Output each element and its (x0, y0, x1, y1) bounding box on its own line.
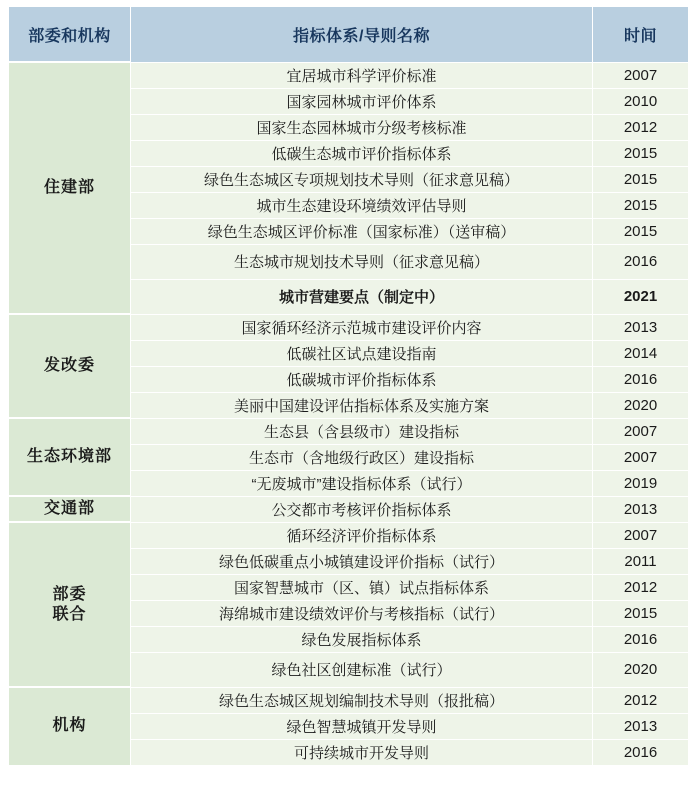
department-cell: 生态环境部 (9, 418, 131, 496)
year-cell: 2007 (593, 418, 689, 444)
indicator-name-cell: 低碳城市评价指标体系 (131, 366, 593, 392)
department-cell: 交通部 (9, 496, 131, 522)
indicator-name-cell: 绿色生态城区规划编制技术导则（报批稿） (131, 687, 593, 713)
indicator-name-cell: 绿色社区创建标准（试行） (131, 652, 593, 687)
indicator-name-cell: 城市营建要点（制定中） (131, 279, 593, 314)
year-cell: 2020 (593, 652, 689, 687)
indicator-name-cell: 低碳生态城市评价指标体系 (131, 140, 593, 166)
year-cell: 2013 (593, 314, 689, 340)
table-body (9, 62, 689, 765)
year-cell: 2021 (593, 279, 689, 314)
year-cell: 2011 (593, 548, 689, 574)
year-cell: 2012 (593, 114, 689, 140)
table-row (9, 418, 689, 444)
department-cell: 住建部 (9, 62, 131, 314)
indicator-name-cell: “无废城市”建设指标体系（试行） (131, 470, 593, 496)
column-header-name: 指标体系/导则名称 (131, 7, 593, 63)
year-cell: 2010 (593, 88, 689, 114)
indicator-name-cell: 公交都市考核评价指标体系 (131, 496, 593, 522)
indicator-name-cell: 国家生态园林城市分级考核标准 (131, 114, 593, 140)
year-cell: 2015 (593, 600, 689, 626)
indicator-name-cell: 绿色智慧城镇开发导则 (131, 713, 593, 739)
year-cell: 2013 (593, 496, 689, 522)
indicator-name-cell: 绿色生态城区评价标准（国家标准）（送审稿） (131, 218, 593, 244)
year-cell: 2013 (593, 713, 689, 739)
year-cell: 2014 (593, 340, 689, 366)
indicator-name-cell: 生态城市规划技术导则（征求意见稿） (131, 244, 593, 279)
department-label-line: 部委 (52, 585, 87, 603)
year-cell: 2015 (593, 192, 689, 218)
year-cell: 2020 (593, 392, 689, 418)
year-cell: 2007 (593, 522, 689, 548)
year-cell: 2007 (593, 62, 689, 88)
department-cell (9, 522, 131, 687)
indicator-name-cell: 绿色发展指标体系 (131, 626, 593, 652)
indicator-name-cell: 海绵城市建设绩效评价与考核指标（试行） (131, 600, 593, 626)
table-row (9, 496, 689, 522)
indicator-name-cell: 美丽中国建设评估指标体系及实施方案 (131, 392, 593, 418)
year-cell: 2015 (593, 166, 689, 192)
indicator-name-cell: 低碳社区试点建设指南 (131, 340, 593, 366)
indicator-name-cell: 绿色低碳重点小城镇建设评价指标（试行） (131, 548, 593, 574)
year-cell: 2015 (593, 218, 689, 244)
year-cell: 2015 (593, 140, 689, 166)
year-cell: 2007 (593, 444, 689, 470)
indicator-name-cell: 宜居城市科学评价标准 (131, 62, 593, 88)
column-header-department: 部委和机构 (9, 7, 131, 63)
year-cell: 2012 (593, 574, 689, 600)
department-label-line: 联合 (52, 605, 87, 623)
year-cell: 2019 (593, 470, 689, 496)
year-cell: 2016 (593, 626, 689, 652)
table-row (9, 62, 689, 88)
year-cell: 2016 (593, 366, 689, 392)
year-cell: 2016 (593, 739, 689, 765)
indicator-name-cell: 生态县（含县级市）建设指标 (131, 418, 593, 444)
indicator-name-cell: 生态市（含地级行政区）建设指标 (131, 444, 593, 470)
table-row (9, 687, 689, 713)
year-cell: 2016 (593, 244, 689, 279)
table-header (9, 7, 689, 63)
indicator-name-cell: 可持续城市开发导则 (131, 739, 593, 765)
column-header-time: 时间 (593, 7, 689, 63)
table-row (9, 314, 689, 340)
department-cell: 发改委 (9, 314, 131, 418)
indicator-name-cell: 国家智慧城市（区、镇）试点指标体系 (131, 574, 593, 600)
department-cell: 机构 (9, 687, 131, 765)
year-cell: 2012 (593, 687, 689, 713)
indicator-name-cell: 循环经济评价指标体系 (131, 522, 593, 548)
indicator-systems-table (8, 6, 689, 766)
indicator-name-cell: 国家循环经济示范城市建设评价内容 (131, 314, 593, 340)
indicator-name-cell: 城市生态建设环境绩效评估导则 (131, 192, 593, 218)
indicator-name-cell: 国家园林城市评价体系 (131, 88, 593, 114)
table-row (9, 522, 689, 548)
indicator-name-cell: 绿色生态城区专项规划技术导则（征求意见稿） (131, 166, 593, 192)
